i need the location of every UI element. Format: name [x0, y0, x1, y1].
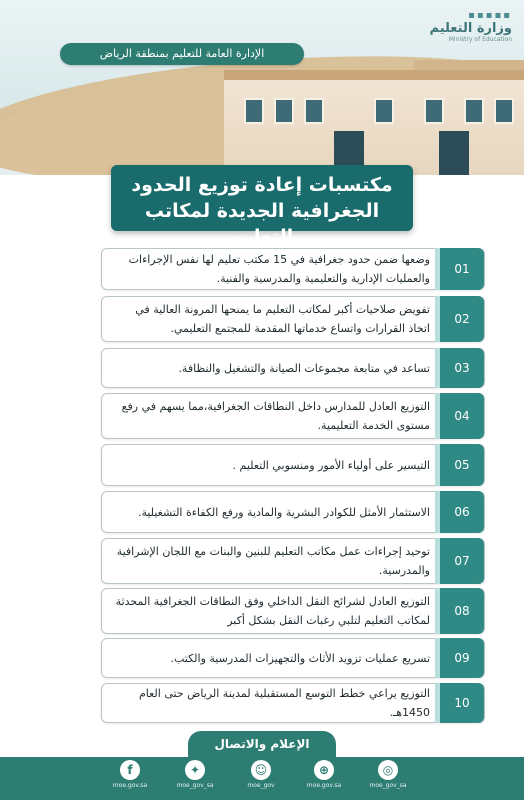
item-number: 02 [440, 296, 484, 342]
title-line-1: مكتسبات إعادة توزيع الحدود [131, 174, 393, 196]
twitter-icon: ✦ [185, 760, 205, 780]
list-item [101, 444, 485, 486]
item-number: 04 [440, 393, 484, 439]
item-number: 10 [440, 683, 484, 723]
social-twitter[interactable] [165, 760, 225, 789]
list-item [101, 393, 485, 439]
snapchat-icon: ☺ [251, 760, 271, 780]
list-item [101, 683, 485, 723]
list-item [101, 248, 485, 290]
list-item [101, 296, 485, 342]
item-number: 05 [440, 444, 484, 486]
item-text: التوزيع العادل لشرائح النقل الداخلي وفق النطاقات الجغرافية المحدثة لمكاتب التعليم لتلبي رغبات النقل بشكل أكبر [115, 595, 430, 627]
social-handle: moe.gov.sa [112, 782, 148, 789]
item-text: الاستثمار الأمثل للكوادر البشرية والمادية ورفع الكفاءة التشغيلية. [137, 505, 430, 519]
social-instagram[interactable] [358, 760, 418, 789]
item-number: 01 [440, 248, 484, 290]
social-facebook[interactable] [100, 760, 160, 789]
list-item [101, 348, 485, 388]
list-item [101, 588, 485, 634]
social-handle: moe.gov.sa [306, 782, 342, 789]
social-snapchat[interactable] [231, 760, 291, 789]
item-text: تساعد في متابعة مجموعات الصيانة والتشغيل والنظافة. [178, 361, 430, 375]
title-line-2: الجغرافية الجديدة لمكاتب التعليم [144, 200, 380, 248]
ministry-name-ar: وزارة التعليم [429, 21, 512, 36]
list-item [101, 491, 485, 533]
item-text: التيسير على أولياء الأمور ومنسوبي التعليم . [232, 458, 430, 472]
ministry-name-en: Ministry of Education [448, 36, 512, 43]
item-text: التوزيع العادل للمدارس داخل النطاقات الجغرافية،مما يسهم في رفع مستوى الخدمة التعليمية. [121, 400, 430, 432]
item-number: 06 [440, 491, 484, 533]
social-handle: moe_gov [247, 782, 275, 789]
ministry-logo: ▪▪▪▪▪ وزارة التعليم Ministry of Education [429, 10, 512, 43]
instagram-icon: ◎ [378, 760, 398, 780]
social-handle: moe_gov_sa [176, 782, 214, 789]
social-website[interactable] [294, 760, 354, 789]
media-department-label: الإعلام والاتصال [188, 731, 336, 757]
item-text: تفويض صلاحيات أكبر لمكاتب التعليم ما يمنحها المرونة العالية في اتخاذ القرارات واتساع خدماتها المقدمة للمجتمع التعليمي. [135, 303, 430, 335]
item-text: تسريع عمليات تزويد الأثاث والتجهيزات المدرسية والكتب. [170, 651, 430, 665]
item-text: توحيد إجراءات عمل مكاتب التعليم للبنين والبنات مع اللجان الإشرافية والمدرسية. [116, 545, 430, 577]
website-icon: ⊕ [314, 760, 334, 780]
social-handle: moe_gov_sa [369, 782, 407, 789]
item-number: 07 [440, 538, 484, 584]
list-item [101, 638, 485, 678]
list-item [101, 538, 485, 584]
item-text: وضعها ضمن حدود جغرافية في 15 مكتب تعليم لها نفس الإجراءات والعمليات الإدارية والتعليمية والمدرسية والفنية. [128, 253, 430, 285]
department-label: الإدارة العامة للتعليم بمنطقة الرياض [60, 43, 304, 65]
item-number: 09 [440, 638, 484, 678]
item-text: التوزيع يراعي خطط التوسع المستقبلية لمدينة الرياض حتى العام 1450هـ. [138, 687, 430, 719]
item-number: 08 [440, 588, 484, 634]
facebook-icon: f [120, 760, 140, 780]
item-number: 03 [440, 348, 484, 388]
